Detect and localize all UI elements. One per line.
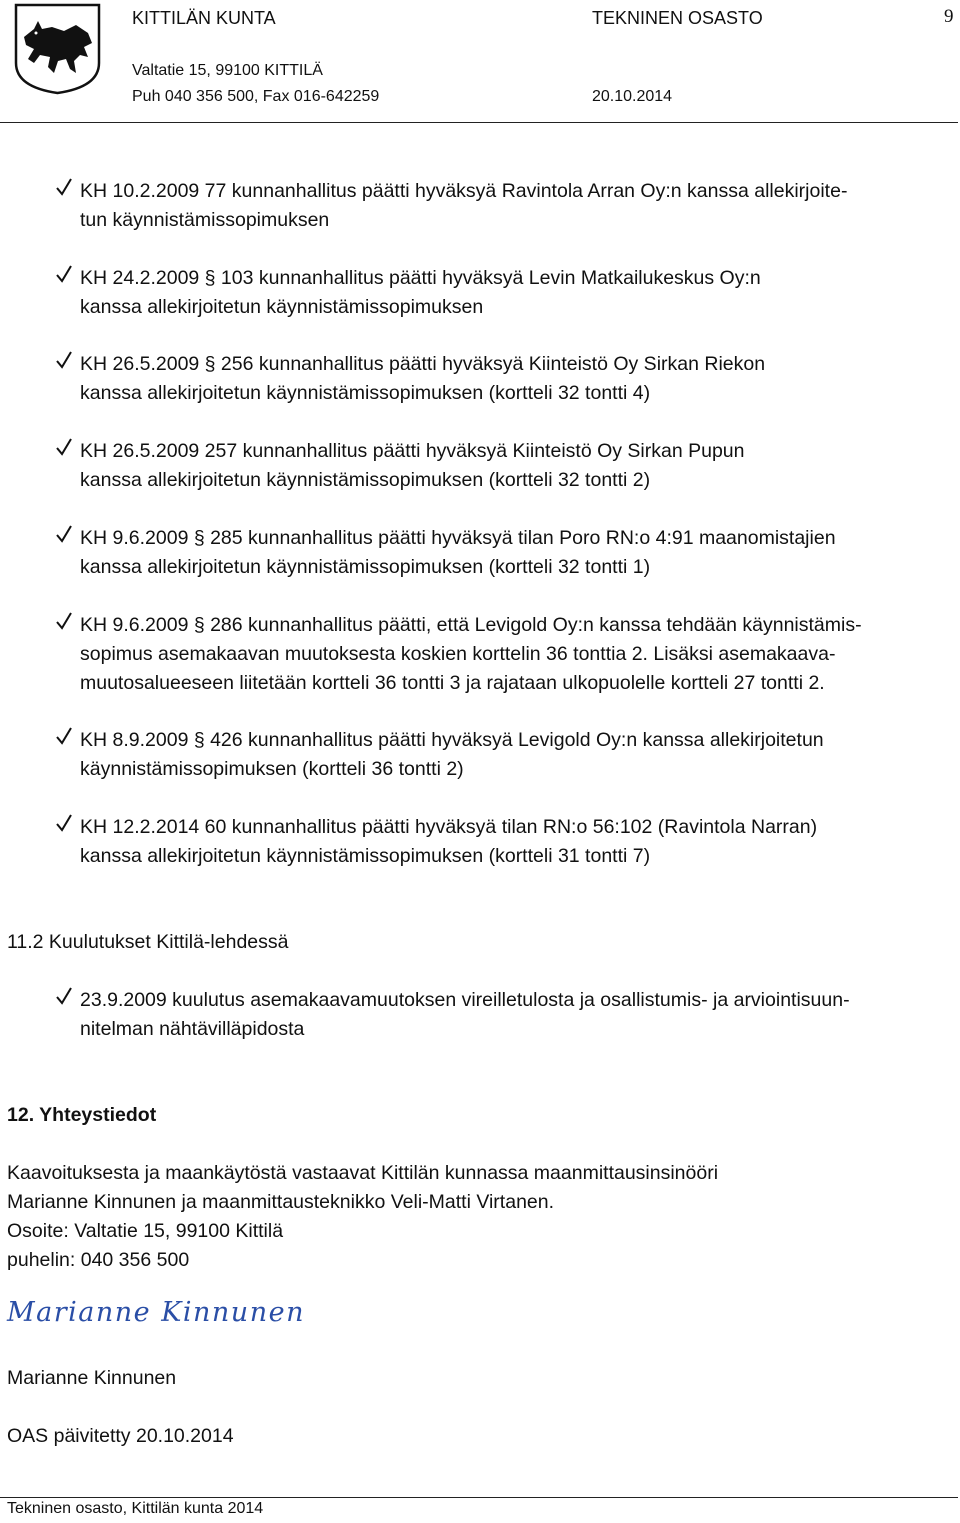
list-item-line: sopimus asemakaavan muutoksesta koskien korttelin 36 tonttia 2. Lisäksi asemakaava- — [80, 643, 836, 665]
list-item-line: KH 12.2.2014 60 kunnanhallitus päätti hyväksyä tilan RN:o 56:102 (Ravintola Narran) — [80, 816, 818, 838]
page-number: 9 — [944, 6, 954, 27]
header-phone-fax: Puh 040 356 500, Fax 016-642259 — [132, 88, 380, 105]
list-item-line: 23.9.2009 kuulutus asemakaavamuutoksen vireilletulosta ja osallistumis- ja arviointisuun- — [80, 989, 850, 1011]
checkmark-icon — [56, 350, 72, 370]
list-item-line: KH 10.2.2009 77 kunnanhallitus päätti hyväksyä Ravintola Arran Oy:n kanssa allekirjoite- — [80, 180, 848, 202]
updated-date-text: OAS päivitetty 20.10.2014 — [7, 1425, 234, 1447]
header-date: 20.10.2014 — [592, 88, 673, 105]
list-item — [80, 437, 950, 495]
section-heading-12 — [7, 1101, 947, 1130]
checkmark-icon — [56, 986, 72, 1006]
checkmark-icon — [56, 611, 72, 631]
list-item-line: kanssa allekirjoitetun käynnistämissopimuksen (kortteli 32 tontti 1) — [80, 556, 651, 578]
checkmark-icon — [56, 813, 72, 833]
contact-line: Kaavoituksesta ja maankäytöstä vastaavat Kittilän kunnassa maanmittausinsinööri — [7, 1162, 719, 1184]
page-header — [0, 0, 960, 128]
list-item — [80, 524, 950, 582]
list-item — [80, 813, 950, 871]
list-item-line: KH 9.6.2009 § 285 kunnanhallitus päätti hyväksyä tilan Poro RN:o 4:91 maanomistajien — [80, 527, 836, 549]
list-item-line: KH 26.5.2009 § 256 kunnanhallitus päätti hyväksyä Kiinteistö Oy Sirkan Riekon — [80, 353, 766, 375]
footer-divider — [0, 1497, 958, 1498]
list-item — [80, 726, 950, 784]
list-item-line: KH 8.9.2009 § 426 kunnanhallitus päätti hyväksyä Levigold Oy:n kanssa allekirjoitetun — [80, 729, 824, 751]
checkmark-icon — [56, 726, 72, 746]
header-address: Valtatie 15, 99100 KITTILÄ — [132, 62, 323, 79]
organization-name: KITTILÄN KUNTA — [132, 8, 276, 28]
list-item-line: KH 24.2.2009 § 103 kunnanhallitus päätti hyväksyä Levin Matkailukeskus Oy:n — [80, 267, 761, 289]
list-item-line: muutosalueeseen liitetään kortteli 36 tontti 3 ja rajataan ulkopuolelle kortteli 27 tontti 2. — [80, 672, 825, 694]
footer-text: Tekninen osasto, Kittilän kunta 2014 — [7, 1500, 264, 1517]
list-item-line: nitelman nähtävilläpidosta — [80, 1018, 305, 1040]
section-heading-text: 12. Yhteystiedot — [7, 1104, 157, 1126]
signer-name-text: Marianne Kinnunen — [7, 1367, 177, 1389]
list-item-line: KH 26.5.2009 257 kunnanhallitus päätti hyväksyä Kiinteistö Oy Sirkan Pupun — [80, 440, 745, 462]
checkmark-icon — [56, 524, 72, 544]
contact-line: Marianne Kinnunen ja maanmittausteknikko Veli-Matti Virtanen. — [7, 1191, 555, 1213]
section-heading-text: 11.2 Kuulutukset Kittilä-lehdessä — [7, 931, 289, 953]
list-item-line: kanssa allekirjoitetun käynnistämissopimuksen (kortteli 31 tontti 7) — [80, 845, 651, 867]
list-item-line: kanssa allekirjoitetun käynnistämissopimuksen — [80, 296, 484, 318]
list-item — [80, 264, 950, 322]
section-heading-11-2 — [7, 928, 947, 957]
checkmark-icon — [56, 177, 72, 197]
department-name: TEKNINEN OSASTO — [592, 8, 763, 28]
contact-paragraph — [7, 1159, 947, 1275]
list-item-line: kanssa allekirjoitetun käynnistämissopimuksen (kortteli 32 tontti 4) — [80, 382, 651, 404]
signer-name — [7, 1364, 947, 1393]
list-item-line: kanssa allekirjoitetun käynnistämissopimuksen (kortteli 32 tontti 2) — [80, 469, 651, 491]
list-item-line: KH 9.6.2009 § 286 kunnanhallitus päätti, että Levigold Oy:n kanssa tehdään käynnistämis- — [80, 614, 862, 636]
header-divider — [0, 122, 958, 123]
list-item — [80, 986, 950, 1044]
list-item-line: tun käynnistämissopimuksen — [80, 209, 330, 231]
list-item — [80, 177, 950, 235]
contact-address: Osoite: Valtatie 15, 99100 Kittilä — [7, 1220, 284, 1242]
list-item — [80, 611, 950, 698]
updated-date — [7, 1422, 947, 1451]
list-item-line: käynnistämissopimuksen (kortteli 36 tontti 2) — [80, 758, 464, 780]
checkmark-icon — [56, 437, 72, 457]
checkmark-icon — [56, 264, 72, 284]
contact-phone: puhelin: 040 356 500 — [7, 1249, 190, 1271]
wolf-emblem-icon — [14, 3, 101, 95]
list-item — [80, 350, 950, 408]
handwritten-signature: Marianne Kinnunen — [7, 1297, 305, 1328]
